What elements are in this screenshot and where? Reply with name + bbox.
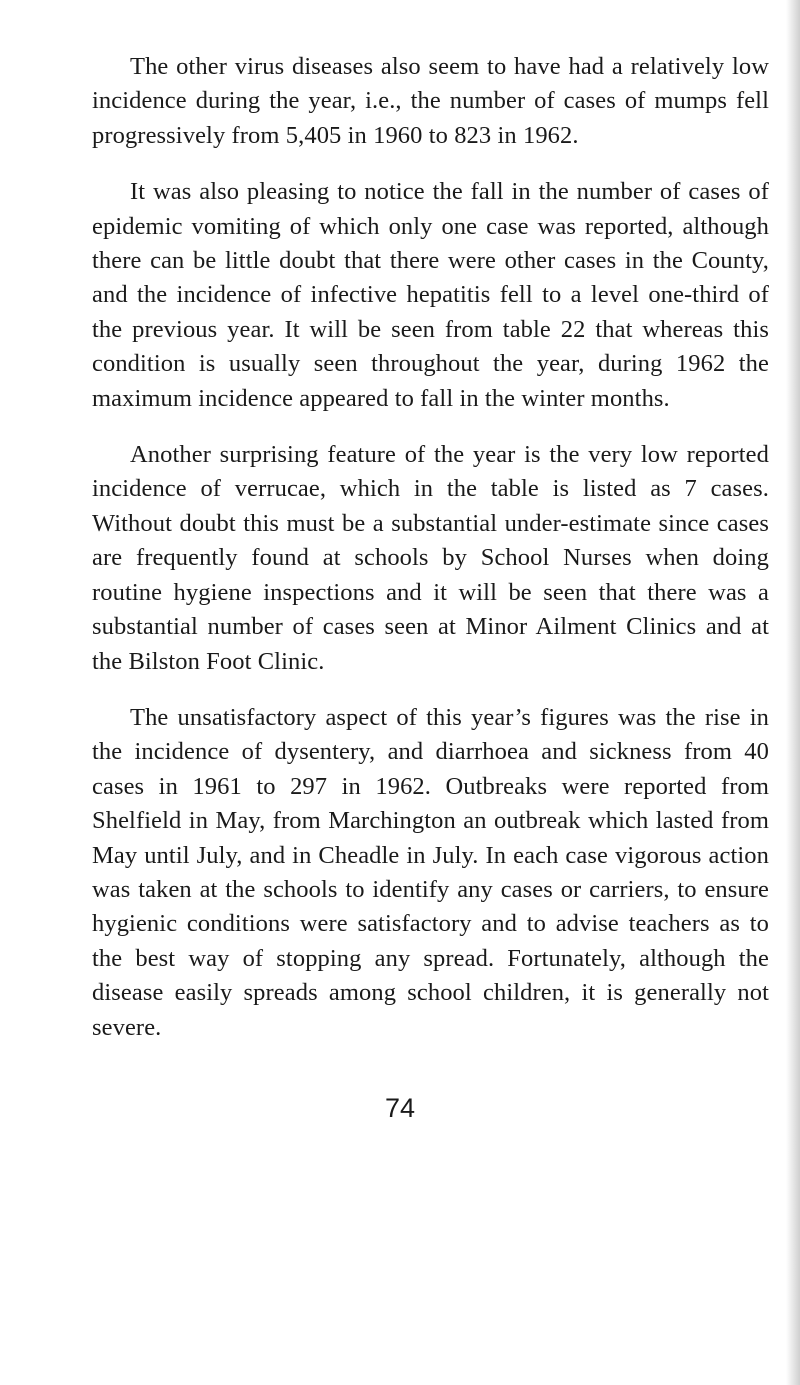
paragraph-verrucae: Another surprising feature of the year is the very low reported incidence of verrucae, which in the table is listed as 7 cases. Without doubt this must be a substantial under-estimate since cases are frequently found at schools by School Nurses when doing routine hygiene inspections and it will be seen that there was a substantial number of cases seen at Minor Ailment Clinics and at the Bilston Foot Clinic. [92, 441, 769, 675]
paragraph-virus-diseases: The other virus diseases also seem to have had a relatively low incidence during the year, i.e., the number of cases of mumps fell progressively from 5,405 in 1960 to 823 in 1962. [92, 53, 769, 149]
paragraph-dysentery: The unsatisfactory aspect of this year’s figures was the rise in the incidence of dysentery, and diarrhoea and sickness from 40 cases in 1961 to 297 in 1962. Outbreaks were reported from Shelfield in May, from Marchington an outbreak which lasted from May until July, and in Cheadle in July. In each case vigorous action was taken at the schools to identify any cases or carriers, to ensure hygienic conditions were satisfactory and to advise teachers as to the best way of stopping any spread. Fortunately, although the disease easily spreads among school children, it is generally not severe. [92, 703, 769, 1041]
paragraph-epidemic-vomiting: It was also pleasing to notice the fall in the number of cases of epidemic vomiting of which only one case was reported, although there can be little doubt that there were other cases in the County, and the incidence of infective hepatitis fell to a level one-third of the previous year. It will be seen from table 22 that whereas this condition is usually seen throughout the year, during 1962 the maximum incidence appeared to fall in the winter months. [92, 178, 769, 412]
body-text [92, 50, 769, 1067]
page-number: 74 [384, 1093, 416, 1123]
